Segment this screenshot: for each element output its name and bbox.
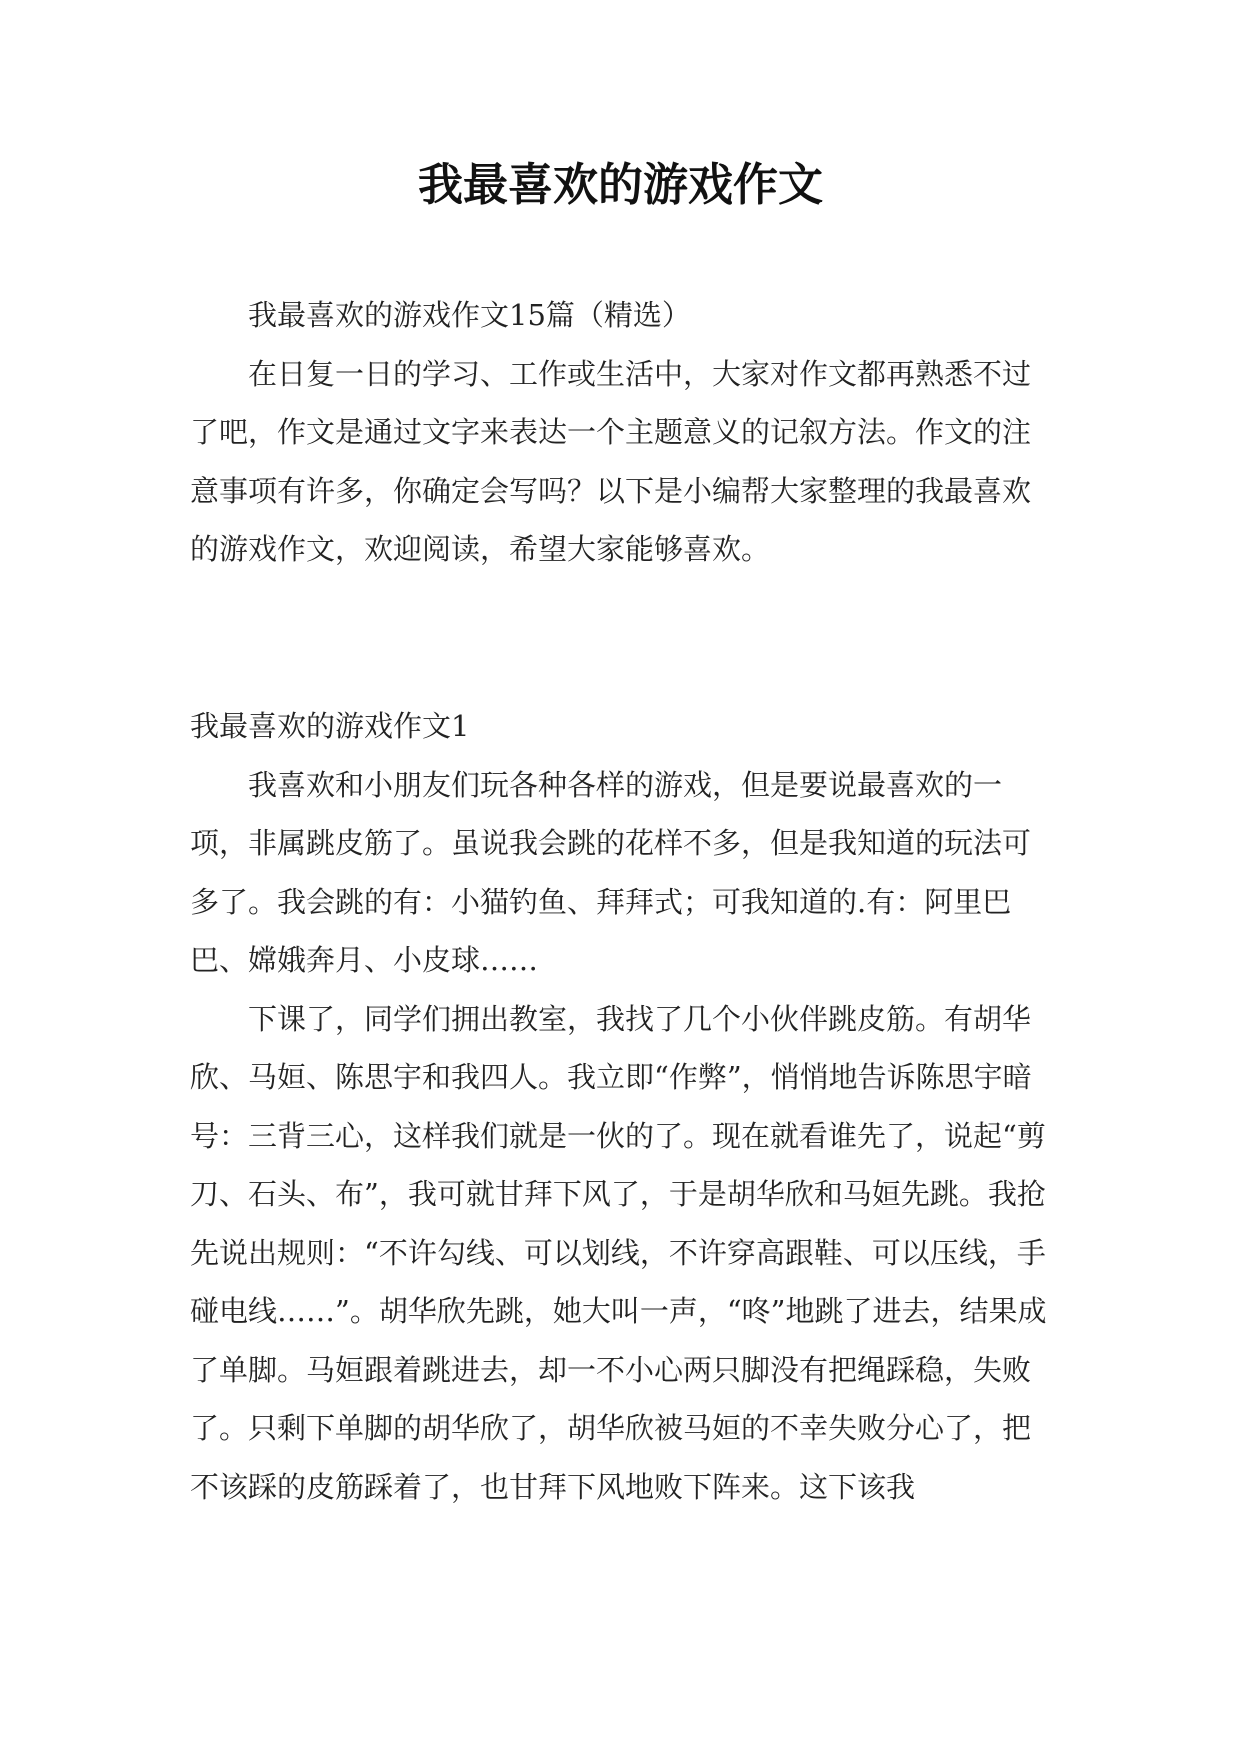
intro-section <box>190 286 1050 579</box>
intro-paragraph: 在日复一日的学习、工作或生活中，大家对作文都再熟悉不过了吧，作文是通过文字来表达一个主题意义的记叙方法。作文的注意事项有许多，你确定会写吗？以下是小编帮大家整理的我最喜欢的游戏作文，欢迎阅读，希望大家能够喜欢。 <box>190 356 1032 566</box>
essay-paragraph-2: 下课了，同学们拥出教室，我找了几个小伙伴跳皮筋。有胡华欣、马姮、陈思宇和我四人。我立即“作弊”，悄悄地告诉陈思宇暗号：三背三心，这样我们就是一伙的了。现在就看谁先了，说起“剪刀、石头、布”，我可就甘拜下风了，于是胡华欣和马姮先跳。我抢先说出规则：“不许勾线、可以划线，不许穿高跟鞋、可以压线，手碰电线……”。胡华欣先跳，她大叫一声，“咚”地跳了进去，结果成了单脚。马姮跟着跳进去，却一不小心两只脚没有把绳踩稳，失败了。只剩下单脚的胡华欣了，胡华欣被马姮的不幸失败分心了，把不该踩的皮筋踩着了，也甘拜下风地败下阵来。这下该我 <box>190 1001 1047 1504</box>
document-title: 我最喜欢的游戏作文 <box>417 158 823 211</box>
essay-heading: 我最喜欢的游戏作文1 <box>190 709 470 743</box>
essay-paragraph-1: 我喜欢和小朋友们玩各种各样的游戏，但是要说最喜欢的一项，非属跳皮筋了。虽说我会跳的花样不多，但是我知道的玩法可多了。我会跳的有：小猫钓鱼、拜拜式；可我知道的.有：阿里巴巴、嫦娥奔月、小皮球…… <box>190 767 1032 977</box>
document-subtitle: 我最喜欢的游戏作文15篇（精选） <box>248 298 691 332</box>
essay-section <box>190 697 1050 1516</box>
